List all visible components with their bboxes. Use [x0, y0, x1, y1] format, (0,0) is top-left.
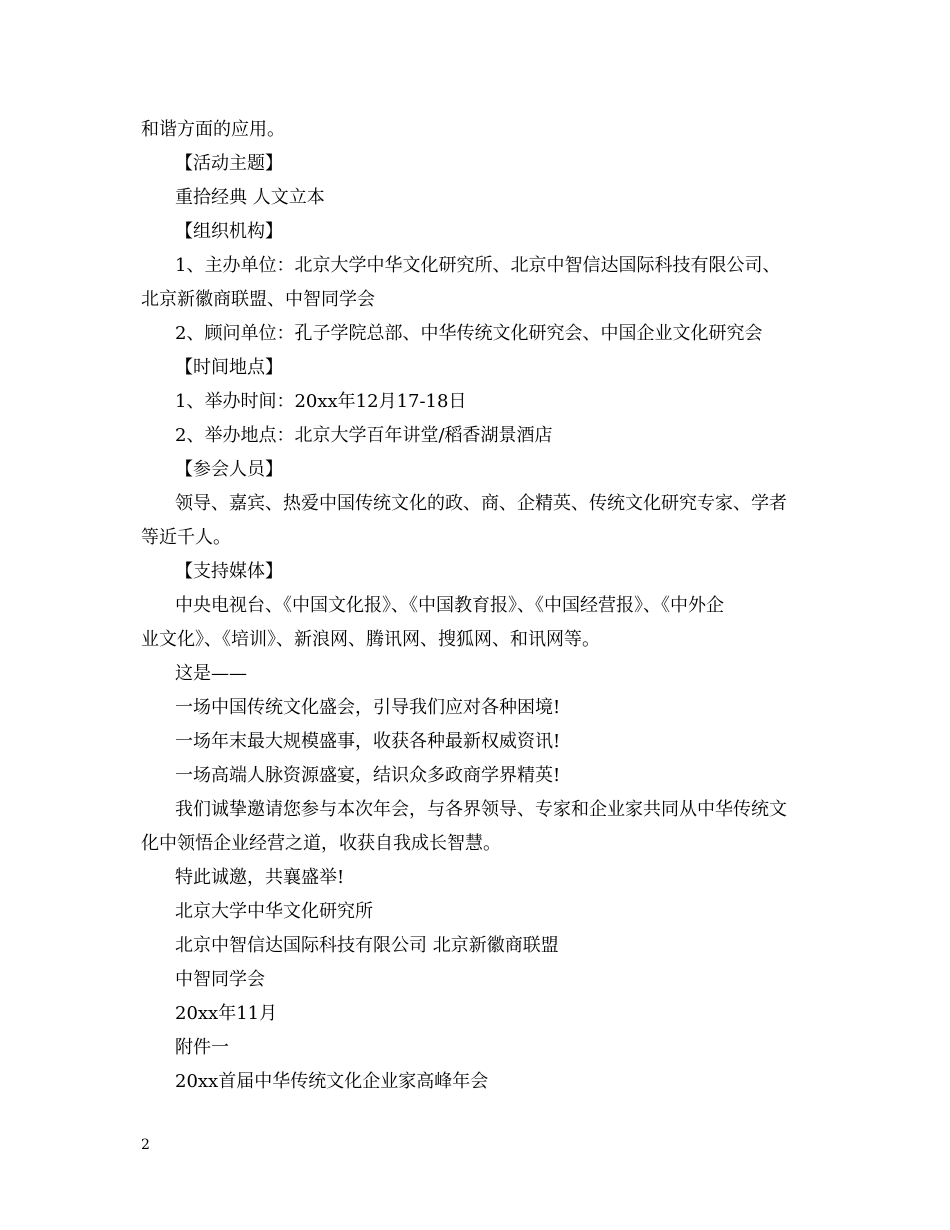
text-line: 一场年末最大规模盛事，收获各种最新权威资讯!	[175, 731, 561, 752]
section-heading-organization: 【组织机构】	[175, 221, 283, 242]
text-line: 2、顾问单位：孔子学院总部、中华传统文化研究会、中国企业文化研究会	[175, 323, 763, 344]
text-line: 业文化》、《培训》、新浪网、腾讯网、搜狐网、和讯网等。	[141, 629, 600, 650]
text-line: 中央电视台、《中国文化报》、《中国教育报》、《中国经营报》、《中外企	[175, 595, 724, 616]
text-line: 一场高端人脉资源盛宴，结识众多政商学界精英!	[175, 765, 561, 786]
text-line: 这是——	[175, 663, 247, 684]
text-line: 一场中国传统文化盛会，引导我们应对各种困境!	[175, 697, 561, 718]
section-heading-attendees: 【参会人员】	[175, 459, 283, 480]
attachment-title: 20xx首届中华传统文化企业家高峰年会	[175, 1071, 489, 1092]
page-number: 2	[141, 1137, 150, 1153]
signature-line: 中智同学会	[175, 969, 265, 990]
text-line: 2、举办地点：北京大学百年讲堂/稻香湖景酒店	[175, 425, 553, 446]
text-line: 特此诚邀，共襄盛举!	[175, 867, 345, 888]
section-heading-time-place: 【时间地点】	[175, 357, 283, 378]
section-heading-media: 【支持媒体】	[175, 561, 283, 582]
text-line: 1、主办单位：北京大学中华文化研究所、北京中智信达国际科技有限公司、	[175, 255, 781, 276]
text-line: 重拾经典 人文立本	[175, 187, 325, 208]
section-heading-theme: 【活动主题】	[175, 153, 283, 174]
signature-line: 北京中智信达国际科技有限公司 北京新徽商联盟	[175, 935, 559, 956]
text-line: 领导、嘉宾、热爱中国传统文化的政、商、企精英、传统文化研究专家、学者	[175, 493, 787, 514]
attachment-label: 附件一	[175, 1037, 229, 1058]
signature-line: 北京大学中华文化研究所	[175, 901, 373, 922]
date-line: 20xx年11月	[175, 1003, 278, 1024]
text-line: 1、举办时间：20xx年12月17-18日	[175, 391, 467, 412]
text-line: 北京新徽商联盟、中智同学会	[141, 289, 375, 310]
text-line: 化中领悟企业经营之道，收获自我成长智慧。	[141, 833, 501, 854]
text-line: 等近千人。	[141, 527, 231, 548]
text-line: 我们诚挚邀请您参与本次年会，与各界领导、专家和企业家共同从中华传统文	[175, 799, 787, 820]
text-line: 和谐方面的应用。	[141, 119, 285, 140]
